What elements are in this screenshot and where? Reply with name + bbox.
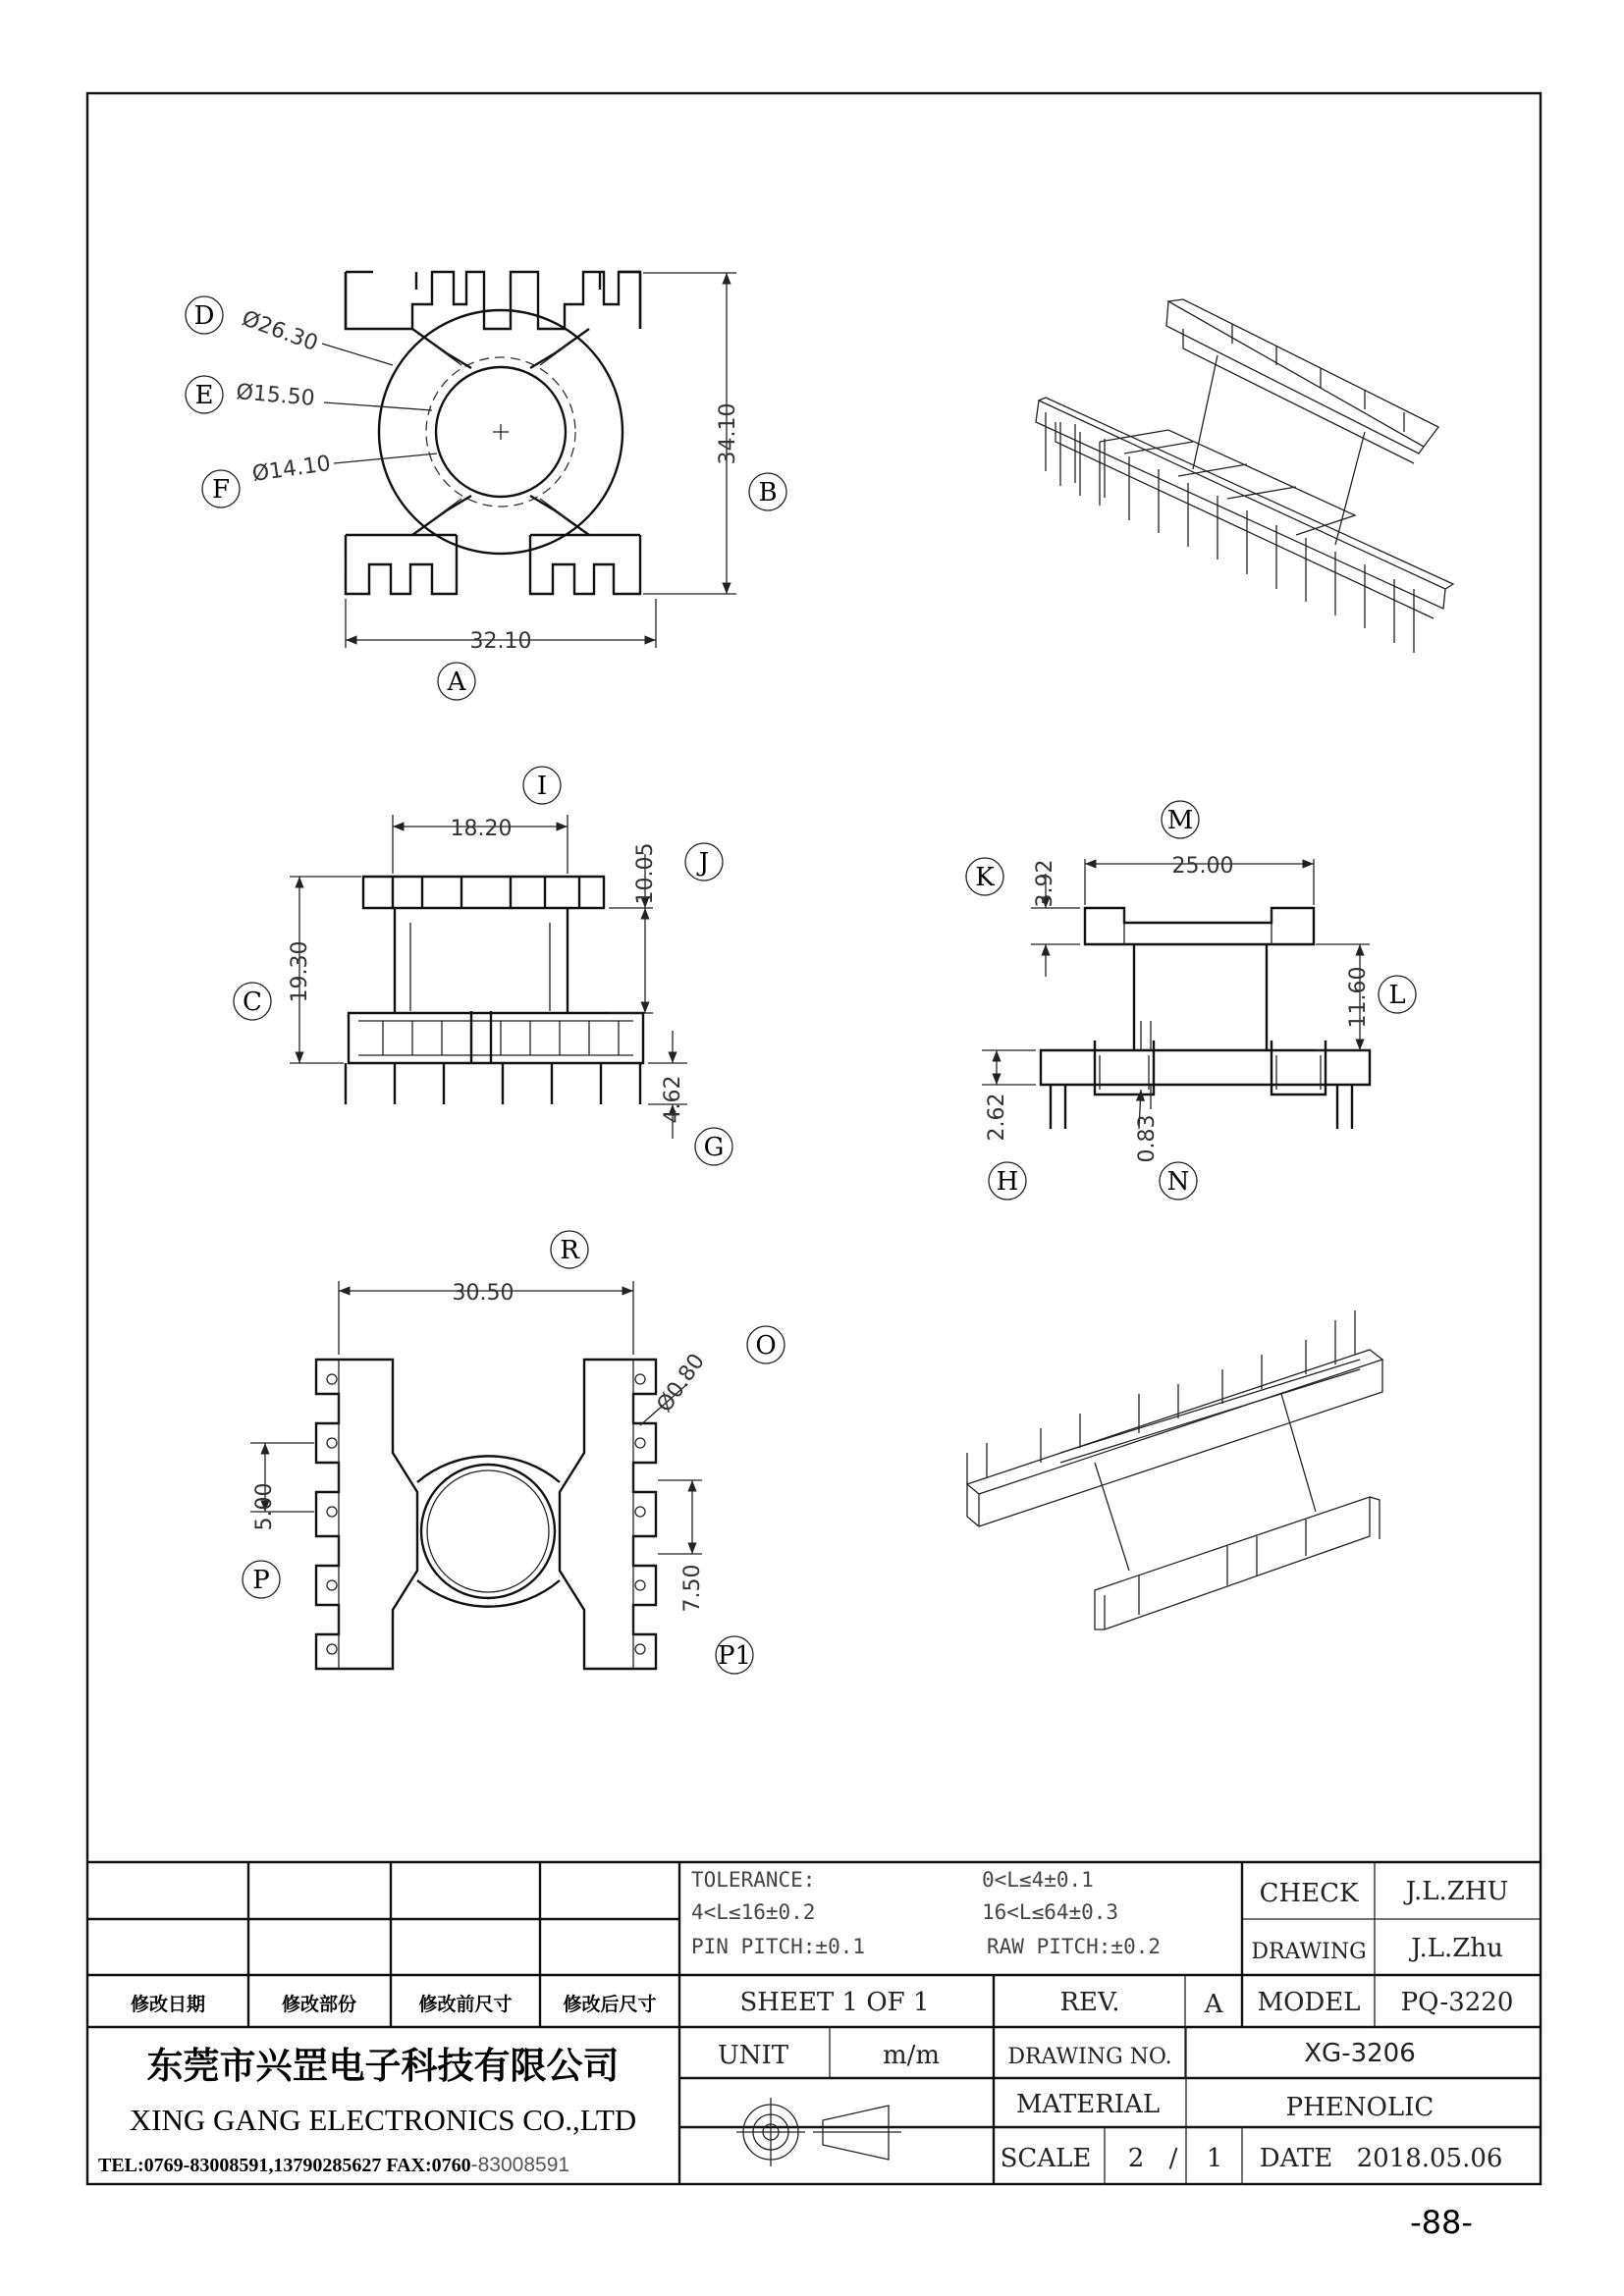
dim-gap: 7.50	[680, 1564, 705, 1613]
tag-h	[989, 1162, 1026, 1200]
tolerance-label: TOLERANCE:	[691, 1868, 816, 1892]
svg-text:I: I	[536, 772, 548, 801]
dim-total-height: 19.30	[288, 940, 312, 1003]
material-value: PHENOLIC	[1285, 2093, 1435, 2122]
rev-header-part: 修改部份	[281, 1994, 357, 2015]
svg-text:C: C	[243, 988, 262, 1017]
scale-label: SCALE	[1000, 2144, 1092, 2173]
check-value: J.L.ZHU	[1405, 1877, 1509, 1906]
date-value: 2018.05.06	[1356, 2144, 1503, 2173]
tag-p1	[716, 1636, 753, 1674]
tag-d	[186, 296, 223, 334]
dim-pitch: 5.00	[252, 1482, 277, 1531]
tag-f	[202, 470, 240, 507]
tag-i	[523, 767, 561, 804]
tolerance-2: 4<L≤16±0.2	[691, 1900, 816, 1924]
tolerance-1: 0<L≤4±0.1	[982, 1868, 1094, 1892]
company-name-cn: 东莞市兴罡电子科技有限公司	[146, 2045, 620, 2087]
model-label: MODEL	[1257, 1988, 1361, 2017]
svg-text:N: N	[1166, 1167, 1190, 1197]
page-number: -88-	[1410, 2204, 1473, 2241]
dim-height-b: 34.10	[716, 402, 740, 465]
svg-text:E: E	[194, 381, 214, 410]
unit-label: UNIT	[717, 2041, 789, 2070]
tag-l	[1379, 976, 1416, 1013]
dim-side-width: 25.00	[1171, 854, 1234, 879]
company-contact: TEL:0769-83008591,13790285627 FAX:0760-83008591	[98, 2154, 570, 2176]
model-value: PQ-3220	[1400, 1988, 1514, 2017]
svg-text:P1: P1	[717, 1641, 752, 1671]
sheet: SHEET 1 OF 1	[739, 1988, 930, 2017]
drawing-label: DRAWING	[1251, 1940, 1367, 1964]
front-view	[290, 815, 687, 1139]
tag-m	[1162, 801, 1199, 838]
pin-pitch: PIN PITCH:±0.1	[691, 1935, 866, 1958]
svg-text:H: H	[996, 1167, 1019, 1197]
tag-a	[438, 663, 475, 700]
rev-header-date: 修改日期	[130, 1994, 206, 2015]
tag-k	[966, 858, 1003, 895]
dim-pin-dia: Ø0.80	[652, 1349, 710, 1417]
dim-offset: 0.83	[1135, 1114, 1160, 1163]
svg-text:R: R	[560, 1236, 579, 1265]
tag-o	[747, 1326, 785, 1363]
dim-d-outer: Ø26.30	[238, 306, 321, 357]
svg-text:L: L	[1388, 981, 1406, 1010]
dim-d-mid: Ø15.50	[235, 380, 316, 411]
unit-value: m/m	[882, 2041, 941, 2070]
svg-text:G: G	[703, 1133, 725, 1162]
tag-j	[685, 843, 723, 881]
svg-text:J: J	[698, 848, 710, 878]
isometric-view-top	[1036, 299, 1453, 653]
material-label: MATERIAL	[1015, 2090, 1161, 2119]
date-label: DATE	[1259, 2144, 1333, 2173]
drawing-no-value: XG-3206	[1304, 2039, 1416, 2068]
rev-label: REV.	[1059, 1988, 1120, 2017]
tag-e	[186, 376, 223, 413]
svg-text:O: O	[755, 1331, 777, 1361]
svg-text:P: P	[252, 1566, 270, 1595]
dim-pin-length: 4.62	[661, 1075, 685, 1124]
svg-text:D: D	[193, 301, 215, 331]
svg-text:K: K	[975, 863, 995, 892]
dim-flange-height: 10.05	[633, 842, 658, 905]
raw-pitch: RAW PITCH:±0.2	[987, 1935, 1162, 1958]
svg-text:A: A	[447, 667, 466, 697]
check-label: CHECK	[1259, 1879, 1359, 1908]
company-name-en: XING GANG ELECTRONICS CO.,LTD	[129, 2103, 637, 2137]
dim-core-height: 11.60	[1346, 966, 1371, 1029]
scale-den: 1	[1206, 2144, 1223, 2173]
tag-g	[695, 1128, 732, 1165]
rev-header-before: 修改前尺寸	[418, 1994, 513, 2015]
dim-width-a: 32.10	[469, 629, 532, 654]
tag-b	[749, 473, 786, 510]
dim-pin-row: 30.50	[452, 1281, 514, 1306]
tag-c	[234, 983, 271, 1020]
tag-n	[1160, 1162, 1197, 1200]
dim-d-inner: Ø14.10	[250, 452, 333, 487]
bottom-view	[250, 1281, 702, 1669]
top-view	[322, 272, 736, 648]
tolerance-3: 16<L≤64±0.3	[982, 1900, 1119, 1924]
dim-core-width: 18.20	[450, 817, 513, 841]
isometric-view-bottom	[967, 1310, 1382, 1629]
dim-top-flange: 3.92	[1033, 859, 1057, 908]
drawing-value: J.L.Zhu	[1411, 1934, 1503, 1963]
scale-sep: /	[1168, 2144, 1178, 2173]
rev-value: A	[1204, 1990, 1223, 2019]
svg-text:F: F	[211, 475, 231, 505]
tag-p	[243, 1561, 280, 1598]
tag-r	[551, 1231, 588, 1268]
svg-text:B: B	[758, 478, 778, 507]
svg-text:M: M	[1166, 806, 1194, 835]
scale-num: 2	[1127, 2144, 1145, 2173]
dim-base: 2.62	[985, 1093, 1009, 1142]
rev-header-after: 修改后尺寸	[563, 1994, 657, 2015]
drawing-no-label: DRAWING NO.	[1007, 2045, 1172, 2069]
